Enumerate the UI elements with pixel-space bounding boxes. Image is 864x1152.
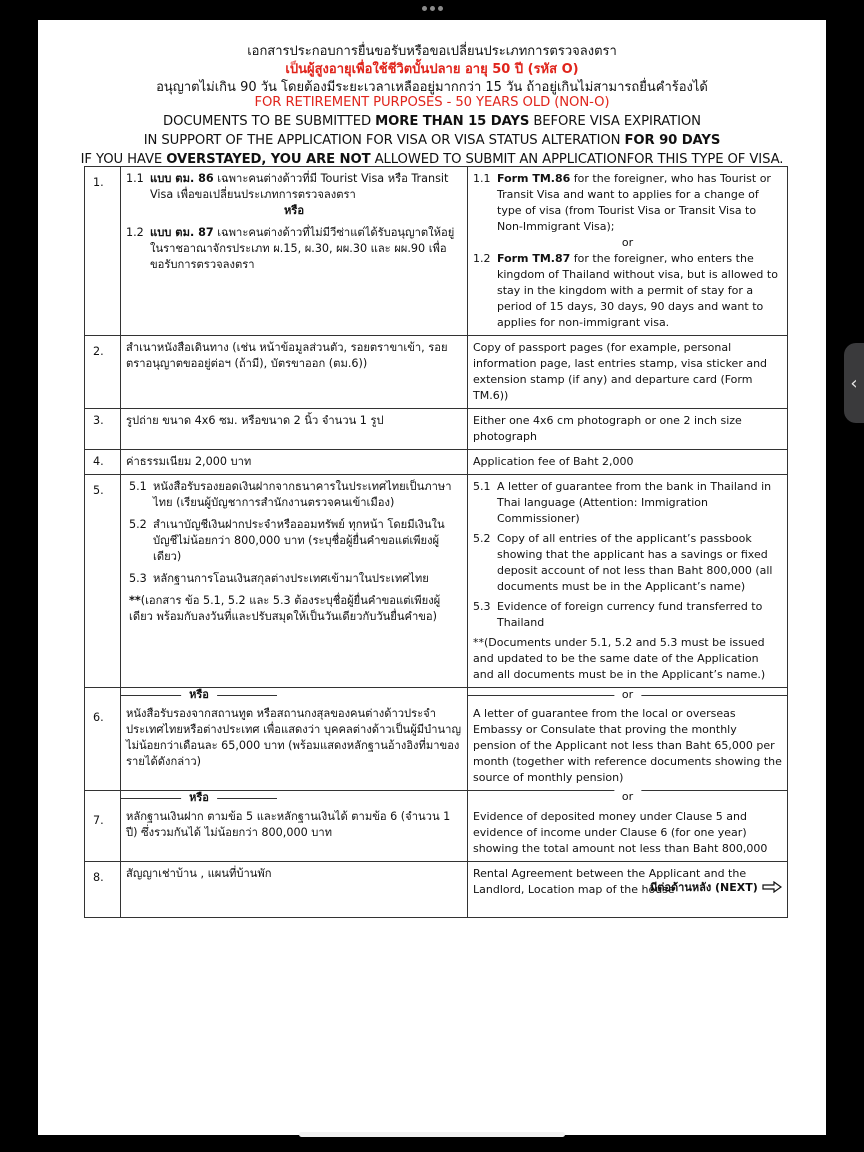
table-row [85,805,788,862]
thai-cell: ค่าธรรมเนียม 2,000 บาท [121,450,468,475]
table-row [85,409,788,450]
or-separator-row [85,791,788,806]
header-line-6 [38,133,826,148]
item-number: 5.3 [473,600,491,613]
form-name: แบบ ตม. 86 [150,172,214,185]
item-text: หลักฐานการโอนเงินสกุลต่างประเทศเข้ามาในประเทศไทย [153,572,429,585]
english-cell: Evidence of deposited money under Clause 5 and evidence of income under Clause 6 (for one year) showing the total amount not less than Baht 800,000 [468,805,788,862]
item-number: 1.1 [473,172,491,185]
separator-cell [121,688,468,703]
header-thai-title: เอกสารประกอบการยื่นขอรับหรือขอเปลี่ยนประเภทการตรวจลงตรา [247,44,617,59]
list-item [129,571,462,587]
right-arrow-icon [762,881,782,893]
text: DOCUMENTS TO BE SUBMITTED [163,114,376,129]
header-english-title: FOR RETIREMENT PURPOSES - 50 YEARS OLD (NON-O) [254,95,610,110]
text: ALLOWED TO SUBMIT AN APPLICATIONFOR THIS TYPE OF VISA. [370,152,784,167]
item-text: for the foreigner, who has Tourist or Transit Visa and want to applies for a change of type of visa (from Tourist Visa or Transit Visa to Non-Immigrant Visa); [497,172,771,233]
note: **(Documents under 5.1, 5.2 and 5.3 must be issued and updated to be the same date of the Application and all documents must be in the Applicant’s name.) [473,636,766,681]
item-number: 5.1 [129,480,147,493]
header-line-7 [38,152,826,167]
header-thai-subtitle: เป็นผู้สูงอายุเพื่อใช้ชีวิตบั้นปลาย อายุ 50 ปี (รหัส O) [285,62,579,77]
form-name: Form TM.86 [497,172,571,185]
text: BEFORE VISA EXPIRATION [529,114,701,129]
list-item [473,599,782,631]
row-number: 4. [85,450,121,475]
table-row [85,702,788,791]
note [129,593,462,625]
english-cell [468,475,788,688]
english-cell: Copy of passport pages (for example, personal information page, last entries stamp, visa sticker and extension stamp (if any) and departure card (Form TM.6)) [468,336,788,409]
item-text: Evidence of foreign currency fund transferred to Thailand [497,600,763,629]
list-item [473,479,782,527]
requirements-table [84,166,788,918]
or-label: หรือ [181,791,217,805]
home-indicator[interactable] [299,1132,565,1137]
item-number: 1.2 [473,252,491,265]
text: IF YOU HAVE [80,152,167,167]
item-text: A letter of guarantee from the bank in Thailand in Thai language (Attention: Immigration Commissioner) [497,480,772,525]
thai-cell: สำเนาหนังสือเดินทาง (เช่น หน้าข้อมูลส่วนตัว, รอยตราขาเข้า, รอยตราอนุญาตขออยู่ต่อฯ (ถ้ามี), บัตรขาออก (ตม.6)) [121,336,468,409]
thai-cell [121,475,468,688]
next-label: มีต่อด้านหลัง (NEXT) [650,881,758,894]
list-item [129,517,462,565]
separator-cell [468,791,788,806]
separator-cell [85,688,121,703]
emphasis: FOR 90 DAYS [624,133,721,148]
item-text: หนังสือรับรองยอดเงินฝากจากธนาคารในประเทศไทยเป็นภาษาไทย (เรียนผู้บัญชาการสำนักงานตรวจคนเข้าเมือง) [153,480,452,509]
row-number: 5. [85,475,121,688]
header-line-5 [38,114,826,129]
list-item [126,171,462,203]
list-item [126,225,462,273]
form-name: แบบ ตม. 87 [150,226,214,239]
row-number: 2. [85,336,121,409]
thai-cell: หลักฐานเงินฝาก ตามข้อ 5 และหลักฐานเงินได้ ตามข้อ 6 (จำนวน 1 ปี) ซึ่งรวมกันได้ ไม่น้อยกว่า 800,000 บาท [121,805,468,862]
form-name: Form TM.87 [497,252,571,265]
or-label: or [621,236,634,249]
separator-cell [121,791,468,806]
separator-line [468,688,787,701]
header-thai-condition: อนุญาตไม่เกิน 90 วัน โดยต้องมีระยะเวลาเหลืออยู่มากกว่า 15 วัน ถ้าอยู่เกินไม่สามารถยื่นคำร้องได้ [156,80,708,95]
item-text: เฉพาะคนต่างด้าวที่มี Tourist Visa หรือ Transit Visa เพื่อขอเปลี่ยนประเภทการตรวจลงตรา [150,172,449,201]
note-marker: ** [129,594,141,607]
or-label: หรือ [181,688,217,702]
or-label: หรือ [283,204,305,217]
table-row [85,450,788,475]
note-text: (เอกสาร ข้อ 5.1, 5.2 และ 5.3 ต้องระบุชื่อผู้ยื่นคำขอแต่เพียงผู้เดียว พร้อมกับลงวันที่และปรับสมุดให้เป็นวันเดียวกับวันยื่นคำขอ) [129,594,441,623]
thai-cell [121,167,468,336]
separator-line [121,791,277,804]
emphasis: MORE THAN 15 DAYS [375,114,530,129]
next-page-note [650,878,782,896]
list-item [473,171,782,235]
separator-cell [468,688,788,703]
item-number: 5.2 [473,532,491,545]
emphasis: OVERSTAYED, YOU ARE NOT [166,152,371,167]
row-number: 6. [85,702,121,791]
row-number: 1. [85,167,121,336]
list-item [473,251,782,331]
item-text: Copy of all entries of the applicant’s passbook showing that the applicant has a savings or fixed deposit account of not less than Baht 800,000 (all documents must be in the Applicant’s name) [497,532,773,593]
item-text: for the foreigner, who enters the kingdom of Thailand without visa, but is allowed to stay in the kingdom with a permit of stay for a period of 15 days, 30 days, 90 days and want to applies for non-immigrant visa. [497,252,778,329]
english-cell: Application fee of Baht 2,000 [468,450,788,475]
list-item [473,531,782,595]
item-number: 5.1 [473,480,491,493]
side-panel-tab[interactable] [844,343,864,423]
chevron-left-icon: ‹ [850,372,858,394]
table-row [85,475,788,688]
table-row [85,167,788,336]
or-label: or [614,688,641,702]
row-number: 8. [85,862,121,918]
item-number: 5.2 [129,518,147,531]
separator-line [121,688,277,701]
thai-cell: รูปถ่าย ขนาด 4x6 ซม. หรือขนาด 2 นิ้ว จำนวน 1 รูป [121,409,468,450]
english-cell [468,167,788,336]
english-cell: A letter of guarantee from the local or overseas Embassy or Consulate that proving the monthly pension of the Applicant not less than Baht 65,000 per month (together with reference documents showing the source of monthly pension) [468,702,788,791]
document-page [38,20,826,1135]
table-row [85,336,788,409]
row-number: 3. [85,409,121,450]
text: IN SUPPORT OF THE APPLICATION FOR VISA OR VISA STATUS ALTERATION [143,133,625,148]
item-text: สำเนาบัญชีเงินฝากประจำหรือออมทรัพย์ ทุกหน้า โดยมีเงินในบัญชีไม่น้อยกว่า 800,000 บาท (ระบุชื่อผู้ยื่นคำขอแต่เพียงผู้เดียว) [153,518,445,563]
item-number: 1.2 [126,226,144,239]
or-separator-row [85,688,788,703]
multitasking-indicator[interactable] [422,6,443,11]
separator-cell [85,791,121,806]
item-number: 5.3 [129,572,147,585]
item-number: 1.1 [126,172,144,185]
thai-cell: สัญญาเช่าบ้าน , แผนที่บ้านพัก [121,862,468,918]
english-cell: Either one 4x6 cm photograph or one 2 inch size photograph [468,409,788,450]
thai-cell: หนังสือรับรองจากสถานทูต หรือสถานกงสุลของคนต่างด้าวประจำประเทศไทยหรือต่างประเทศ เพื่อแสดงว่า บุคคลต่างด้าวเป็นผู้มีบำนาญไม่น้อยกว่าเดือนละ 65,000 บาท (พร้อมแสดงหลักฐานอ้างอิงที่มาของรายได้ดังกล่าว) [121,702,468,791]
english-cell: Rental Agreement between the Applicant and the Landlord, Location map of the house [468,862,788,918]
list-item [129,479,462,511]
row-number: 7. [85,805,121,862]
or-label: or [614,790,641,804]
item-text: เฉพาะคนต่างด้าวที่ไม่มีวีซ่าแต่ได้รับอนุญาตให้อยู่ในราชอาณาจักรประเภท ผ.15, ผ.30, ผผ.30 และ ผผ.90 เพื่อขอรับการตรวจลงตรา [150,226,455,271]
